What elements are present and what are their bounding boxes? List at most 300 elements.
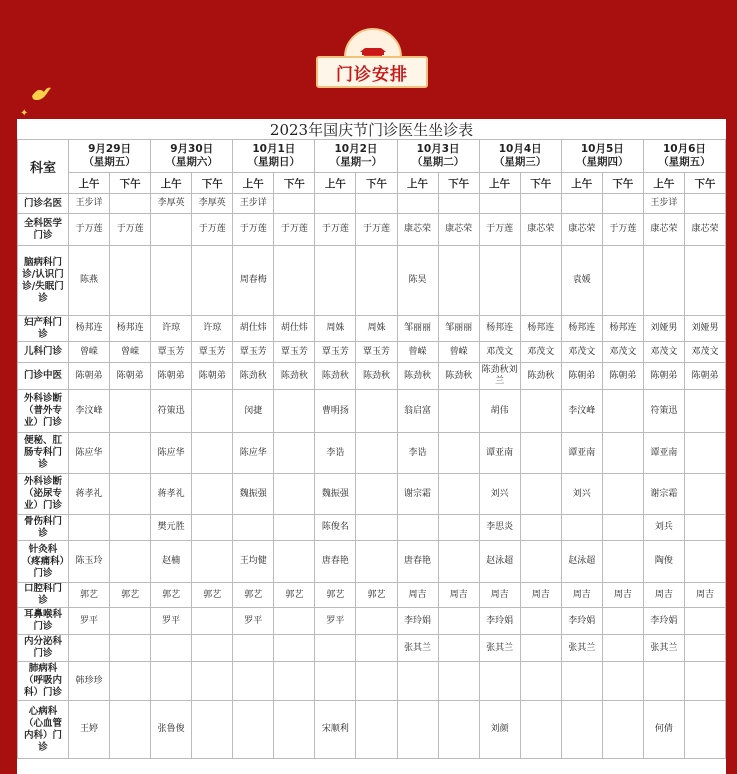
doctor-cell bbox=[110, 194, 151, 214]
header-badge bbox=[316, 28, 428, 90]
doctor-cell: 陈朝弟 bbox=[110, 363, 151, 390]
doctor-cell bbox=[274, 390, 315, 433]
doctor-cell: 于万莲 bbox=[356, 214, 397, 246]
doctor-cell bbox=[110, 390, 151, 433]
doctor-cell bbox=[561, 662, 602, 701]
doctor-cell bbox=[110, 701, 151, 759]
slot-header: 下午 bbox=[110, 173, 151, 194]
doctor-cell: 翁启富 bbox=[397, 390, 438, 433]
table-row bbox=[18, 701, 726, 759]
doctor-cell bbox=[684, 701, 725, 759]
doctor-cell: 张其兰 bbox=[397, 635, 438, 662]
doctor-cell bbox=[684, 390, 725, 433]
slot-header: 上午 bbox=[233, 173, 274, 194]
doctor-cell: 魏振强 bbox=[315, 474, 356, 515]
doctor-cell bbox=[110, 474, 151, 515]
doctor-cell: 谭亚南 bbox=[479, 433, 520, 474]
doctor-cell: 谢宗霜 bbox=[397, 474, 438, 515]
table-row bbox=[18, 390, 726, 433]
table-row bbox=[18, 515, 726, 541]
doctor-cell bbox=[602, 433, 643, 474]
day-header: 9月30日 （星期六） bbox=[151, 140, 233, 173]
doctor-cell: 刘兴 bbox=[561, 474, 602, 515]
doctor-cell: 李玲娟 bbox=[643, 608, 684, 635]
doctor-cell: 王步详 bbox=[643, 194, 684, 214]
doctor-cell: 刘兵 bbox=[643, 515, 684, 541]
doctor-cell: 蒋孝礼 bbox=[69, 474, 110, 515]
doctor-cell: 周姝 bbox=[315, 316, 356, 342]
doctor-cell: 唐春艳 bbox=[397, 541, 438, 583]
doctor-cell bbox=[684, 662, 725, 701]
doctor-cell bbox=[438, 433, 479, 474]
doctor-cell bbox=[561, 194, 602, 214]
doctor-cell: 李玲娟 bbox=[397, 608, 438, 635]
doctor-cell: 陈朝弟 bbox=[69, 363, 110, 390]
doctor-cell bbox=[602, 515, 643, 541]
doctor-cell bbox=[110, 635, 151, 662]
table-row bbox=[18, 342, 726, 363]
doctor-cell: 李厚英 bbox=[151, 194, 192, 214]
doctor-cell: 蒋孝礼 bbox=[151, 474, 192, 515]
doctor-cell bbox=[151, 214, 192, 246]
doctor-cell: 周吉 bbox=[438, 583, 479, 608]
badge-label-box bbox=[316, 56, 428, 88]
doctor-cell: 胡伟 bbox=[479, 390, 520, 433]
doctor-cell: 陈劲秋 bbox=[233, 363, 274, 390]
doctor-cell bbox=[274, 515, 315, 541]
doctor-cell bbox=[438, 474, 479, 515]
doctor-cell: 曹明扬 bbox=[315, 390, 356, 433]
doctor-cell: 陈朝弟 bbox=[602, 363, 643, 390]
doctor-cell bbox=[356, 246, 397, 316]
table-row bbox=[18, 662, 726, 701]
doctor-cell bbox=[520, 608, 561, 635]
badge-title: 门诊安排 bbox=[336, 64, 408, 85]
doctor-cell: 于万莲 bbox=[233, 214, 274, 246]
doctor-cell bbox=[438, 390, 479, 433]
dept-cell: 心病科（心血管内科）门诊 bbox=[18, 701, 69, 759]
doctor-cell: 陈劲秋 bbox=[274, 363, 315, 390]
table-row bbox=[18, 541, 726, 583]
table-row bbox=[18, 363, 726, 390]
doctor-cell: 于万莲 bbox=[315, 214, 356, 246]
slot-header: 下午 bbox=[356, 173, 397, 194]
doctor-cell: 周吉 bbox=[643, 583, 684, 608]
doctor-cell: 杨邦连 bbox=[520, 316, 561, 342]
doctor-cell bbox=[274, 474, 315, 515]
doctor-cell: 郭艺 bbox=[233, 583, 274, 608]
dept-cell: 脑病科门诊/认识门诊/失眠门诊 bbox=[18, 246, 69, 316]
doctor-cell bbox=[397, 515, 438, 541]
doctor-cell bbox=[561, 515, 602, 541]
doctor-cell: 陈朝弟 bbox=[643, 363, 684, 390]
doctor-cell bbox=[69, 635, 110, 662]
doctor-cell: 李诰 bbox=[315, 433, 356, 474]
doctor-cell bbox=[602, 541, 643, 583]
doctor-cell: 陈应华 bbox=[69, 433, 110, 474]
doctor-cell: 覃玉芳 bbox=[315, 342, 356, 363]
doctor-cell bbox=[356, 541, 397, 583]
dept-cell: 骨伤科门诊 bbox=[18, 515, 69, 541]
doctor-cell bbox=[643, 246, 684, 316]
doctor-cell bbox=[397, 662, 438, 701]
doctor-cell: 陈朝弟 bbox=[684, 363, 725, 390]
doctor-cell bbox=[274, 246, 315, 316]
doctor-cell bbox=[233, 701, 274, 759]
doctor-cell bbox=[192, 701, 233, 759]
doctor-cell: 郭艺 bbox=[151, 583, 192, 608]
dept-cell: 外科诊断（泌尿专业）门诊 bbox=[18, 474, 69, 515]
doctor-cell: 刘颜 bbox=[479, 701, 520, 759]
doctor-cell: 许琼 bbox=[192, 316, 233, 342]
doctor-cell: 邓茂文 bbox=[479, 342, 520, 363]
doctor-cell bbox=[274, 194, 315, 214]
doctor-cell bbox=[110, 541, 151, 583]
doctor-cell bbox=[233, 515, 274, 541]
doctor-cell bbox=[192, 390, 233, 433]
doctor-cell bbox=[602, 608, 643, 635]
doctor-cell: 覃玉芳 bbox=[274, 342, 315, 363]
doctor-cell: 杨邦连 bbox=[69, 316, 110, 342]
doctor-cell: 陈劲秋 bbox=[438, 363, 479, 390]
doctor-cell: 邓茂文 bbox=[520, 342, 561, 363]
dept-cell: 外科诊断（普外专业）门诊 bbox=[18, 390, 69, 433]
doctor-cell bbox=[192, 433, 233, 474]
dept-cell: 耳鼻喉科门诊 bbox=[18, 608, 69, 635]
dept-cell: 口腔科门诊 bbox=[18, 583, 69, 608]
doctor-cell: 李汶峰 bbox=[561, 390, 602, 433]
doctor-cell: 杨邦连 bbox=[602, 316, 643, 342]
doctor-cell: 于万莲 bbox=[192, 214, 233, 246]
doctor-cell: 张其兰 bbox=[479, 635, 520, 662]
dept-cell: 门诊中医 bbox=[18, 363, 69, 390]
doctor-cell: 刘娅男 bbox=[643, 316, 684, 342]
doctor-cell: 李厚英 bbox=[192, 194, 233, 214]
doctor-cell: 曾嵘 bbox=[110, 342, 151, 363]
doctor-cell: 邓茂文 bbox=[643, 342, 684, 363]
doctor-cell: 符策迅 bbox=[643, 390, 684, 433]
doctor-cell: 郭艺 bbox=[69, 583, 110, 608]
doctor-cell bbox=[356, 701, 397, 759]
doctor-cell: 樊元胜 bbox=[151, 515, 192, 541]
doctor-cell: 周吉 bbox=[684, 583, 725, 608]
doctor-cell: 郭艺 bbox=[192, 583, 233, 608]
slot-header: 上午 bbox=[69, 173, 110, 194]
doctor-cell: 宋顺利 bbox=[315, 701, 356, 759]
doctor-cell: 康芯荣 bbox=[643, 214, 684, 246]
doctor-cell bbox=[520, 390, 561, 433]
table-row bbox=[18, 433, 726, 474]
doctor-cell bbox=[110, 662, 151, 701]
doctor-cell bbox=[192, 515, 233, 541]
doctor-cell: 罗平 bbox=[151, 608, 192, 635]
doctor-cell: 陈劲秋刘兰 bbox=[479, 363, 520, 390]
doctor-cell bbox=[520, 662, 561, 701]
doctor-cell bbox=[438, 662, 479, 701]
doctor-cell: 刘兴 bbox=[479, 474, 520, 515]
doctor-cell: 覃玉芳 bbox=[233, 342, 274, 363]
doctor-cell bbox=[479, 246, 520, 316]
doctor-cell bbox=[69, 515, 110, 541]
doctor-cell: 陈俊名 bbox=[315, 515, 356, 541]
doctor-cell: 王均健 bbox=[233, 541, 274, 583]
doctor-cell bbox=[684, 194, 725, 214]
doctor-cell bbox=[110, 433, 151, 474]
doctor-cell: 韩珍珍 bbox=[69, 662, 110, 701]
doctor-cell: 胡仕炜 bbox=[233, 316, 274, 342]
doctor-cell bbox=[602, 662, 643, 701]
doctor-cell: 赵楠 bbox=[151, 541, 192, 583]
doctor-cell bbox=[684, 246, 725, 316]
doctor-cell: 何倩 bbox=[643, 701, 684, 759]
doctor-cell: 罗平 bbox=[69, 608, 110, 635]
doctor-cell bbox=[520, 515, 561, 541]
doctor-cell bbox=[684, 608, 725, 635]
doctor-cell: 王婷 bbox=[69, 701, 110, 759]
doctor-cell bbox=[356, 662, 397, 701]
doctor-cell: 康芯荣 bbox=[684, 214, 725, 246]
doctor-cell bbox=[520, 433, 561, 474]
doctor-cell bbox=[602, 701, 643, 759]
slot-header: 上午 bbox=[151, 173, 192, 194]
doctor-cell: 陶俊 bbox=[643, 541, 684, 583]
doctor-cell bbox=[520, 246, 561, 316]
schedule-body bbox=[18, 194, 726, 759]
doctor-cell bbox=[397, 701, 438, 759]
slot-header: 上午 bbox=[479, 173, 520, 194]
dept-cell: 全科医学门诊 bbox=[18, 214, 69, 246]
table-row bbox=[18, 246, 726, 316]
table-row bbox=[18, 635, 726, 662]
dept-cell: 肺病科（呼吸内科）门诊 bbox=[18, 662, 69, 701]
doctor-cell: 邓茂文 bbox=[684, 342, 725, 363]
day-header: 10月2日 （星期一） bbox=[315, 140, 397, 173]
table-row bbox=[18, 608, 726, 635]
day-header: 10月6日 （星期五） bbox=[643, 140, 725, 173]
doctor-cell bbox=[151, 662, 192, 701]
doctor-cell: 陈朝弟 bbox=[151, 363, 192, 390]
doctor-cell: 李汶峰 bbox=[69, 390, 110, 433]
doctor-cell: 周吉 bbox=[602, 583, 643, 608]
doctor-cell bbox=[274, 541, 315, 583]
sparkle-icon: ✦ bbox=[20, 108, 29, 119]
doctor-cell bbox=[438, 246, 479, 316]
doctor-cell bbox=[233, 662, 274, 701]
doctor-cell bbox=[274, 433, 315, 474]
doctor-cell: 覃玉芳 bbox=[192, 342, 233, 363]
dept-cell: 针灸科（疼痛科）门诊 bbox=[18, 541, 69, 583]
doctor-cell: 魏振强 bbox=[233, 474, 274, 515]
doctor-cell bbox=[192, 246, 233, 316]
doctor-cell bbox=[520, 474, 561, 515]
doctor-cell: 袁媛 bbox=[561, 246, 602, 316]
doctor-cell bbox=[397, 194, 438, 214]
doctor-cell: 李思炎 bbox=[479, 515, 520, 541]
doctor-cell bbox=[315, 194, 356, 214]
doctor-cell: 谭亚南 bbox=[561, 433, 602, 474]
dept-cell: 内分泌科门诊 bbox=[18, 635, 69, 662]
doctor-cell: 王步详 bbox=[69, 194, 110, 214]
doctor-cell bbox=[438, 701, 479, 759]
doctor-cell bbox=[520, 194, 561, 214]
schedule-sheet bbox=[17, 119, 726, 774]
doctor-cell: 谢宗霜 bbox=[643, 474, 684, 515]
doctor-cell: 李玲娟 bbox=[479, 608, 520, 635]
doctor-cell: 许琼 bbox=[151, 316, 192, 342]
doctor-cell bbox=[684, 433, 725, 474]
doctor-cell bbox=[356, 390, 397, 433]
doctor-cell: 于万莲 bbox=[274, 214, 315, 246]
doctor-cell: 陈昊 bbox=[397, 246, 438, 316]
doctor-cell: 赵泳超 bbox=[561, 541, 602, 583]
doctor-cell: 陈朝弟 bbox=[561, 363, 602, 390]
doctor-cell: 陈燕 bbox=[69, 246, 110, 316]
doctor-cell bbox=[684, 515, 725, 541]
slot-header: 上午 bbox=[643, 173, 684, 194]
doctor-cell bbox=[356, 194, 397, 214]
doctor-cell bbox=[356, 608, 397, 635]
doctor-cell bbox=[438, 608, 479, 635]
doctor-cell: 杨邦连 bbox=[110, 316, 151, 342]
doctor-cell bbox=[110, 608, 151, 635]
day-header: 10月1日 （星期日） bbox=[233, 140, 315, 173]
doctor-cell bbox=[110, 515, 151, 541]
doctor-cell: 陈应华 bbox=[151, 433, 192, 474]
doctor-cell bbox=[479, 194, 520, 214]
doctor-cell: 王步详 bbox=[233, 194, 274, 214]
doctor-cell: 康芯荣 bbox=[397, 214, 438, 246]
dept-cell: 妇产科门诊 bbox=[18, 316, 69, 342]
doctor-cell bbox=[274, 635, 315, 662]
slot-header: 下午 bbox=[684, 173, 725, 194]
doctor-cell: 陈玉玲 bbox=[69, 541, 110, 583]
doctor-cell: 陈劲秋 bbox=[520, 363, 561, 390]
dove-icon bbox=[30, 86, 52, 104]
doctor-cell bbox=[684, 635, 725, 662]
slot-header: 上午 bbox=[315, 173, 356, 194]
doctor-cell bbox=[315, 662, 356, 701]
slot-header: 下午 bbox=[192, 173, 233, 194]
slot-header: 上午 bbox=[397, 173, 438, 194]
doctor-cell bbox=[438, 635, 479, 662]
doctor-cell: 郭艺 bbox=[110, 583, 151, 608]
table-row bbox=[18, 474, 726, 515]
doctor-cell bbox=[356, 433, 397, 474]
doctor-cell bbox=[643, 662, 684, 701]
dept-cell: 便秘、肛肠专科门诊 bbox=[18, 433, 69, 474]
doctor-cell: 邹丽丽 bbox=[438, 316, 479, 342]
doctor-cell bbox=[192, 635, 233, 662]
doctor-cell: 邓茂文 bbox=[602, 342, 643, 363]
dept-cell: 儿科门诊 bbox=[18, 342, 69, 363]
table-row bbox=[18, 214, 726, 246]
doctor-cell: 邓茂文 bbox=[561, 342, 602, 363]
doctor-cell: 陈应华 bbox=[233, 433, 274, 474]
doctor-cell bbox=[274, 608, 315, 635]
doctor-cell bbox=[274, 701, 315, 759]
doctor-cell bbox=[520, 541, 561, 583]
doctor-cell bbox=[438, 515, 479, 541]
table-row bbox=[18, 316, 726, 342]
doctor-cell: 周春梅 bbox=[233, 246, 274, 316]
day-header: 10月3日 （星期二） bbox=[397, 140, 479, 173]
doctor-cell bbox=[520, 701, 561, 759]
doctor-cell bbox=[356, 474, 397, 515]
doctor-cell: 曾嵘 bbox=[397, 342, 438, 363]
slot-header-row bbox=[18, 173, 726, 194]
doctor-cell: 覃玉芳 bbox=[151, 342, 192, 363]
doctor-cell: 张鲁俊 bbox=[151, 701, 192, 759]
doctor-cell bbox=[315, 246, 356, 316]
doctor-cell: 符策迅 bbox=[151, 390, 192, 433]
doctor-cell bbox=[479, 662, 520, 701]
doctor-cell bbox=[520, 635, 561, 662]
doctor-cell bbox=[602, 194, 643, 214]
doctor-cell bbox=[151, 635, 192, 662]
schedule-table bbox=[17, 139, 726, 759]
doctor-cell bbox=[356, 515, 397, 541]
dept-column-header: 科室 bbox=[18, 140, 69, 194]
doctor-cell: 杨邦连 bbox=[561, 316, 602, 342]
doctor-cell: 康芯荣 bbox=[561, 214, 602, 246]
day-header: 10月5日 （星期四） bbox=[561, 140, 643, 173]
doctor-cell: 郭艺 bbox=[274, 583, 315, 608]
doctor-cell: 康芯荣 bbox=[438, 214, 479, 246]
doctor-cell: 于万莲 bbox=[69, 214, 110, 246]
schedule-title: 2023年国庆节门诊医生坐诊表 bbox=[269, 121, 474, 139]
day-header: 10月4日 （星期三） bbox=[479, 140, 561, 173]
doctor-cell: 张其兰 bbox=[561, 635, 602, 662]
doctor-cell: 周吉 bbox=[397, 583, 438, 608]
doctor-cell: 罗平 bbox=[315, 608, 356, 635]
doctor-cell: 周吉 bbox=[520, 583, 561, 608]
doctor-cell: 曾嵘 bbox=[69, 342, 110, 363]
doctor-cell: 周吉 bbox=[479, 583, 520, 608]
doctor-cell bbox=[315, 635, 356, 662]
doctor-cell bbox=[438, 194, 479, 214]
doctor-cell: 周吉 bbox=[561, 583, 602, 608]
doctor-cell: 闵捷 bbox=[233, 390, 274, 433]
doctor-cell bbox=[602, 635, 643, 662]
slot-header: 下午 bbox=[274, 173, 315, 194]
doctor-cell bbox=[561, 701, 602, 759]
doctor-cell: 刘娅男 bbox=[684, 316, 725, 342]
doctor-cell: 李诰 bbox=[397, 433, 438, 474]
doctor-cell: 邹丽丽 bbox=[397, 316, 438, 342]
doctor-cell: 覃玉芳 bbox=[356, 342, 397, 363]
table-row bbox=[18, 194, 726, 214]
doctor-cell: 于万莲 bbox=[110, 214, 151, 246]
doctor-cell: 陈朝弟 bbox=[192, 363, 233, 390]
doctor-cell: 郭艺 bbox=[356, 583, 397, 608]
doctor-cell bbox=[233, 635, 274, 662]
doctor-cell bbox=[192, 662, 233, 701]
doctor-cell bbox=[110, 246, 151, 316]
dept-cell: 门诊名医 bbox=[18, 194, 69, 214]
doctor-cell: 赵泳超 bbox=[479, 541, 520, 583]
slot-header: 下午 bbox=[602, 173, 643, 194]
doctor-cell bbox=[602, 474, 643, 515]
doctor-cell: 陈劲秋 bbox=[356, 363, 397, 390]
doctor-cell: 于万莲 bbox=[479, 214, 520, 246]
doctor-cell bbox=[438, 541, 479, 583]
doctor-cell: 于万莲 bbox=[602, 214, 643, 246]
doctor-cell bbox=[151, 246, 192, 316]
doctor-cell bbox=[684, 541, 725, 583]
slot-header: 下午 bbox=[520, 173, 561, 194]
doctor-cell: 郭艺 bbox=[315, 583, 356, 608]
doctor-cell bbox=[192, 608, 233, 635]
